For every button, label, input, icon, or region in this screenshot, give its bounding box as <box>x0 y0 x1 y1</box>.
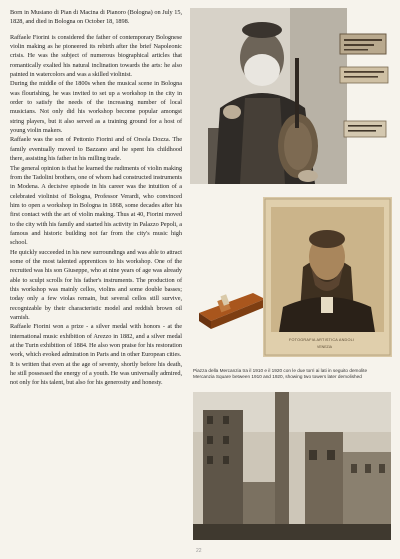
biography-paragraph: The general opinion is that he learned the rudiments of violin making from the Tadolini brothers, one of whom had constructed instruments in Modena. A decisive episode in his career was the intuition of a celebrated violinist of Bologna, Professor Verardi, who convinced him to open a workshop in Bologna in 1868, some decades after his first contact with the art of violin making. Thus at 40, Fiorini moved to the city with his family and started his activity in Palazzo Pepoli, a famous and historic building not far from the city's music high school. <box>10 164 182 247</box>
biography-paragraph: Raffaele Fiorini is considered the father of contemporary Bolognese violin making as he pioneered its rebirth after the brief Napoleonic crisis. He was the subject of numerous biographical articles that romantically exalted his natural inclination towards the arts: he also painted in watercolors and was a skilled violinist. <box>10 33 182 79</box>
biography-paragraph: It is written that even at the age of seventy, shortly before his death, he still possessed the energy of a youth. He was universally admired, not only for his talent, but also for his generosity and honesty. <box>10 360 182 387</box>
biography-paragraph: During the middle of the 1800s when the musical scene in Bologna was flourishing, he was invited to set up a workshop in the city in order to satisfy the needs of the increasing number of local musicians. Not only did his workshop become popular amongst string players, but it also served as a training ground for a host of young violin makers. <box>10 80 182 135</box>
photo-studio-city: VENEZIA <box>317 345 332 349</box>
portrait-photo-old-man-with-violin <box>190 8 347 184</box>
intro-text: Born in Musiano di Pian di Macina di Pianoro (Bologna) on July 15, 1828, and died in Bologna on October 18, 1898. <box>10 9 182 26</box>
violin-label-small-2 <box>338 64 390 86</box>
portrait-photo-bearded-man <box>263 197 392 357</box>
biography-paragraph: Raffaele Fiorini won a prize - a silver medal with honors - at the international music exhibition of Arezzo in 1882, and a silver medal at the Turin exhibition of 1884. He also won praise for his restoration work, which evoked admiration in Paris and in other European cities. <box>10 323 182 359</box>
violin-label-small-3 <box>342 118 388 140</box>
mercanzia-square-photo <box>193 392 391 540</box>
biography-paragraph: Raffaele was the son of Pettonio Fiorini and of Orsola Dozza. The family eventually moved to Bazzano and he spent his childhood there, assisting his father in his milling trade. <box>10 136 182 163</box>
violin-label-small-1 <box>338 30 388 58</box>
biography-text-column <box>10 8 182 388</box>
page-number: 22 <box>196 548 202 554</box>
photo-caption: Piazza della Mercanzia tra il 1910 e il 1920 con le due torri ai lati in seguito demolite Mercanzia Square between 1910 and 1920, showing two towers later demolished <box>193 368 368 380</box>
photo-studio-label: FOTOGRAFIA ARTISTICA ANDOLI <box>289 338 355 342</box>
biography-paragraph: He quickly succeeded in his new surroundings and was able to attract some of the most talented apprentices to his workshop. One of the recruited was his son Giuseppe, who at nine years of age was already able to sculpt scrolls for his father's instruments. The production of this workshop was mainly cellos, violins and some double basses; today only a few violas remain, but several cellos still survive, recognizable by their characteristic model and reddish brown oil varnish. <box>10 248 182 321</box>
wooden-plane-tool-photo <box>195 275 268 335</box>
